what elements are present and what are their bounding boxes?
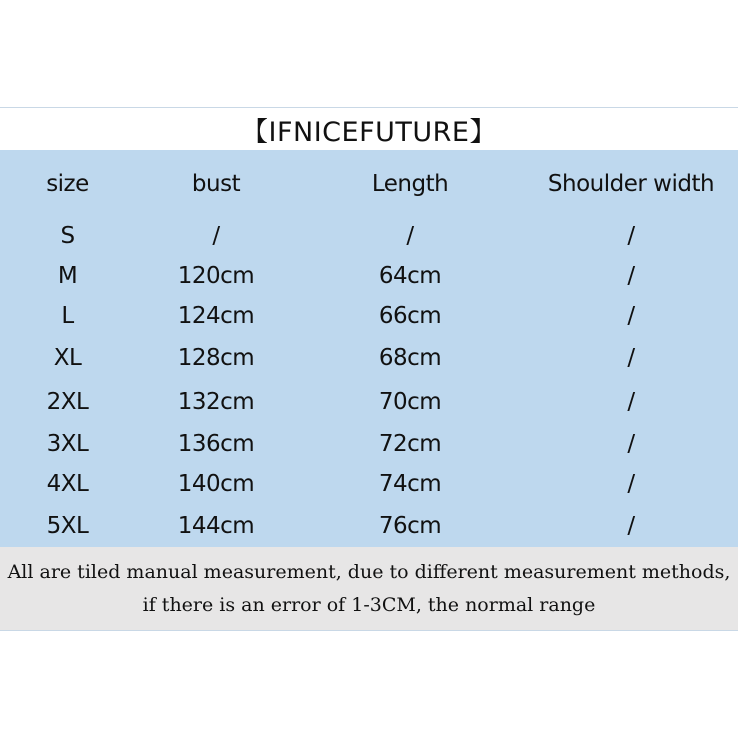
size-cell: M xyxy=(57,263,78,289)
table-row xyxy=(0,508,738,544)
measurement-note: All are tiled manual measurement, due to different measurement methods, if there is an error of 1-3CM, the normal range xyxy=(0,547,738,630)
table-row xyxy=(0,218,738,254)
size-cell: S xyxy=(60,223,75,249)
shoulder-cell: / xyxy=(627,345,635,371)
length-cell: 68cm xyxy=(378,345,442,371)
table-row xyxy=(0,298,738,334)
size-cell: XL xyxy=(53,345,82,371)
chart-title: 【IFNICEFUTURE】 xyxy=(0,108,738,150)
header-size: size xyxy=(46,171,89,197)
bust-cell: 128cm xyxy=(177,345,255,371)
length-cell: 76cm xyxy=(378,513,442,539)
length-cell: / xyxy=(406,223,414,249)
shoulder-cell: / xyxy=(627,471,635,497)
table-row xyxy=(0,466,738,502)
table-row xyxy=(0,340,738,376)
table-row xyxy=(0,426,738,462)
shoulder-cell: / xyxy=(627,303,635,329)
length-cell: 70cm xyxy=(378,389,442,415)
header-bust: bust xyxy=(191,171,241,197)
table-row xyxy=(0,258,738,294)
size-cell: 4XL xyxy=(46,471,89,497)
length-cell: 64cm xyxy=(378,263,442,289)
header-row xyxy=(0,166,738,202)
length-cell: 72cm xyxy=(378,431,442,457)
bust-cell: 124cm xyxy=(177,303,255,329)
bust-cell: 136cm xyxy=(177,431,255,457)
length-cell: 74cm xyxy=(378,471,442,497)
shoulder-cell: / xyxy=(627,263,635,289)
size-chart xyxy=(0,107,738,631)
shoulder-cell: / xyxy=(627,223,635,249)
bust-cell: / xyxy=(212,223,220,249)
bust-cell: 132cm xyxy=(177,389,255,415)
bust-cell: 144cm xyxy=(177,513,255,539)
size-cell: 2XL xyxy=(46,389,89,415)
header-length: Length xyxy=(371,171,449,197)
size-cell: L xyxy=(61,303,74,329)
size-cell: 3XL xyxy=(46,431,89,457)
header-shoulder-width: Shoulder width xyxy=(547,171,715,197)
bust-cell: 140cm xyxy=(177,471,255,497)
shoulder-cell: / xyxy=(627,389,635,415)
table-row xyxy=(0,384,738,420)
size-cell: 5XL xyxy=(46,513,89,539)
shoulder-cell: / xyxy=(627,513,635,539)
bust-cell: 120cm xyxy=(177,263,255,289)
size-table xyxy=(0,150,738,547)
length-cell: 66cm xyxy=(378,303,442,329)
shoulder-cell: / xyxy=(627,431,635,457)
